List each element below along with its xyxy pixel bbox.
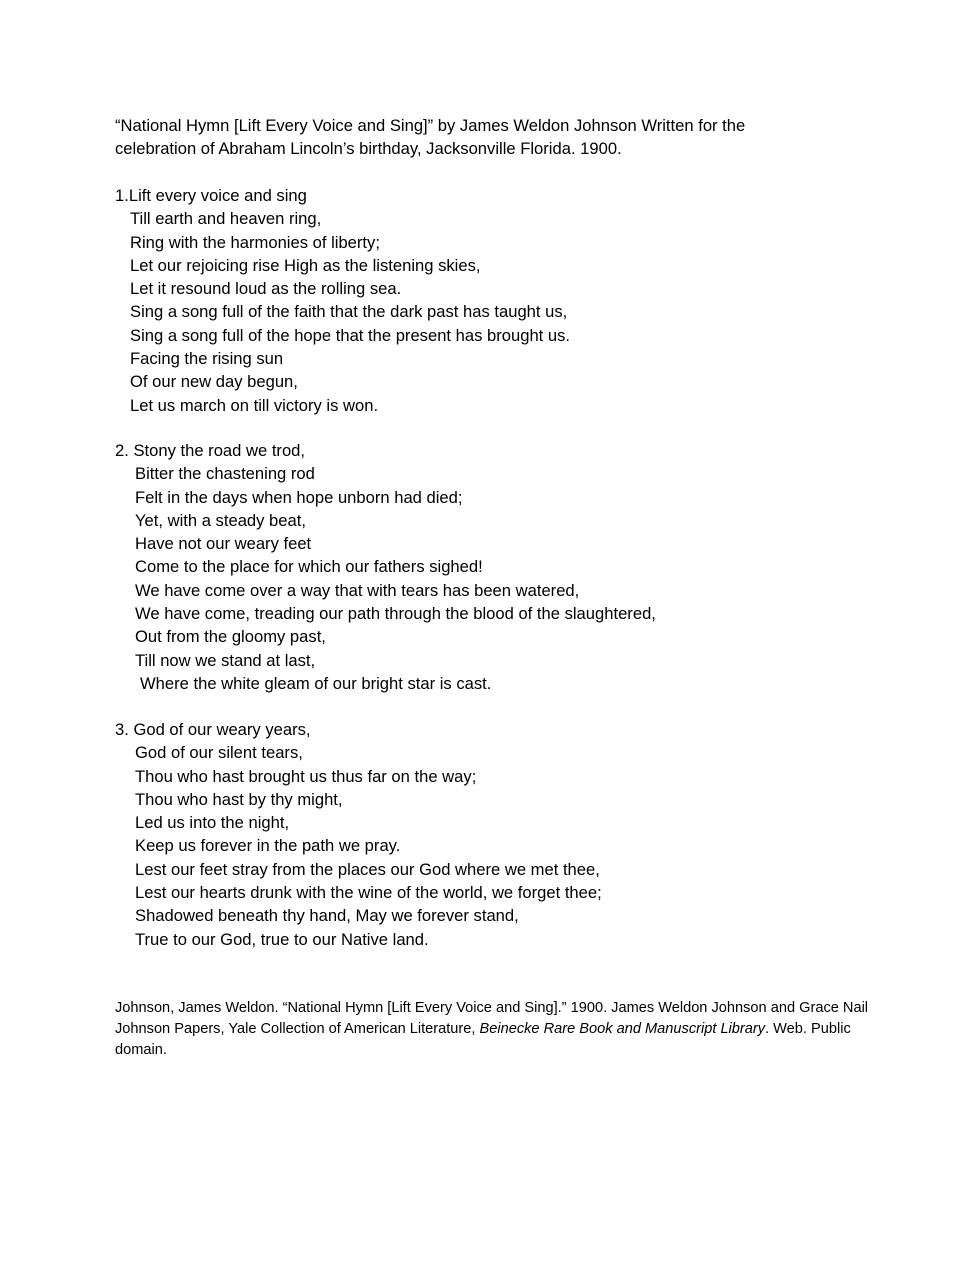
stanza-line: Out from the gloomy past, — [135, 627, 326, 647]
stanza-line: Led us into the night, — [135, 813, 290, 833]
stanza-line: Let us march on till victory is won. — [130, 395, 379, 415]
stanza-line: God of our silent tears, — [135, 743, 303, 763]
stanza-2 — [115, 439, 656, 695]
stanza-line: Felt in the days when hope unborn had died; — [135, 487, 463, 507]
citation — [115, 998, 875, 1061]
stanza-line: 1.Lift every voice and sing — [115, 186, 307, 205]
stanza-line: 3. God of our weary years, — [115, 720, 311, 739]
stanza-1 — [115, 184, 570, 417]
intro-line-1: “National Hymn [Lift Every Voice and Sing]” by James Weldon Johnson Written for the — [115, 116, 746, 135]
stanza-line: Lest our hearts drunk with the wine of the world, we forget thee; — [135, 883, 602, 903]
stanza-line: 2. Stony the road we trod, — [115, 441, 306, 460]
stanza-line: True to our God, true to our Native land. — [135, 929, 429, 949]
stanza-line: Keep us forever in the path we pray. — [135, 836, 401, 856]
citation-italic-title: Beinecke Rare Book and Manuscript Library — [479, 1021, 766, 1037]
intro-paragraph — [115, 114, 835, 161]
stanza-line: Yet, with a steady beat, — [135, 510, 306, 530]
stanza-line: Till now we stand at last, — [135, 650, 316, 670]
stanza-line: Let it resound loud as the rolling sea. — [130, 279, 402, 299]
stanza-line: Thou who hast by thy might, — [135, 789, 343, 809]
stanza-line: Of our new day begun, — [130, 372, 298, 392]
intro-line-2: celebration of Abraham Lincoln’s birthday, Jacksonville Florida. 1900. — [115, 139, 622, 159]
stanza-line: Bitter the chastening rod — [135, 464, 315, 484]
stanza-line: Have not our weary feet — [135, 534, 312, 554]
stanza-line: We have come, treading our path through the blood of the slaughtered, — [135, 604, 656, 624]
stanza-line: Come to the place for which our fathers sighed! — [135, 557, 483, 577]
stanza-line: Sing a song full of the hope that the present has brought us. — [130, 325, 571, 345]
stanza-line: Ring with the harmonies of liberty; — [130, 232, 380, 252]
stanza-line: Shadowed beneath thy hand, May we forever stand, — [135, 906, 519, 926]
stanza-line: Where the white gleam of our bright star is cast. — [140, 673, 492, 693]
stanza-line: Sing a song full of the faith that the dark past has taught us, — [130, 302, 568, 322]
stanza-line: Facing the rising sun — [130, 349, 284, 369]
stanza-3 — [115, 718, 602, 951]
stanza-line: We have come over a way that with tears has been watered, — [135, 580, 580, 600]
citation-suffix: . Web. Public domain. — [115, 1021, 851, 1058]
citation-text: Johnson, James Weldon. “National Hymn [Lift Every Voice and Sing].” 1900. James Weldon Johnson and Grace Nail Johnson Papers, Yale Collection of American Literature, — [115, 1000, 869, 1037]
stanza-line: Let our rejoicing rise High as the listening skies, — [130, 255, 481, 275]
stanza-line: Till earth and heaven ring, — [130, 209, 322, 229]
stanza-line: Lest our feet stray from the places our God where we met thee, — [135, 859, 600, 879]
stanza-line: Thou who hast brought us thus far on the way; — [135, 766, 477, 786]
